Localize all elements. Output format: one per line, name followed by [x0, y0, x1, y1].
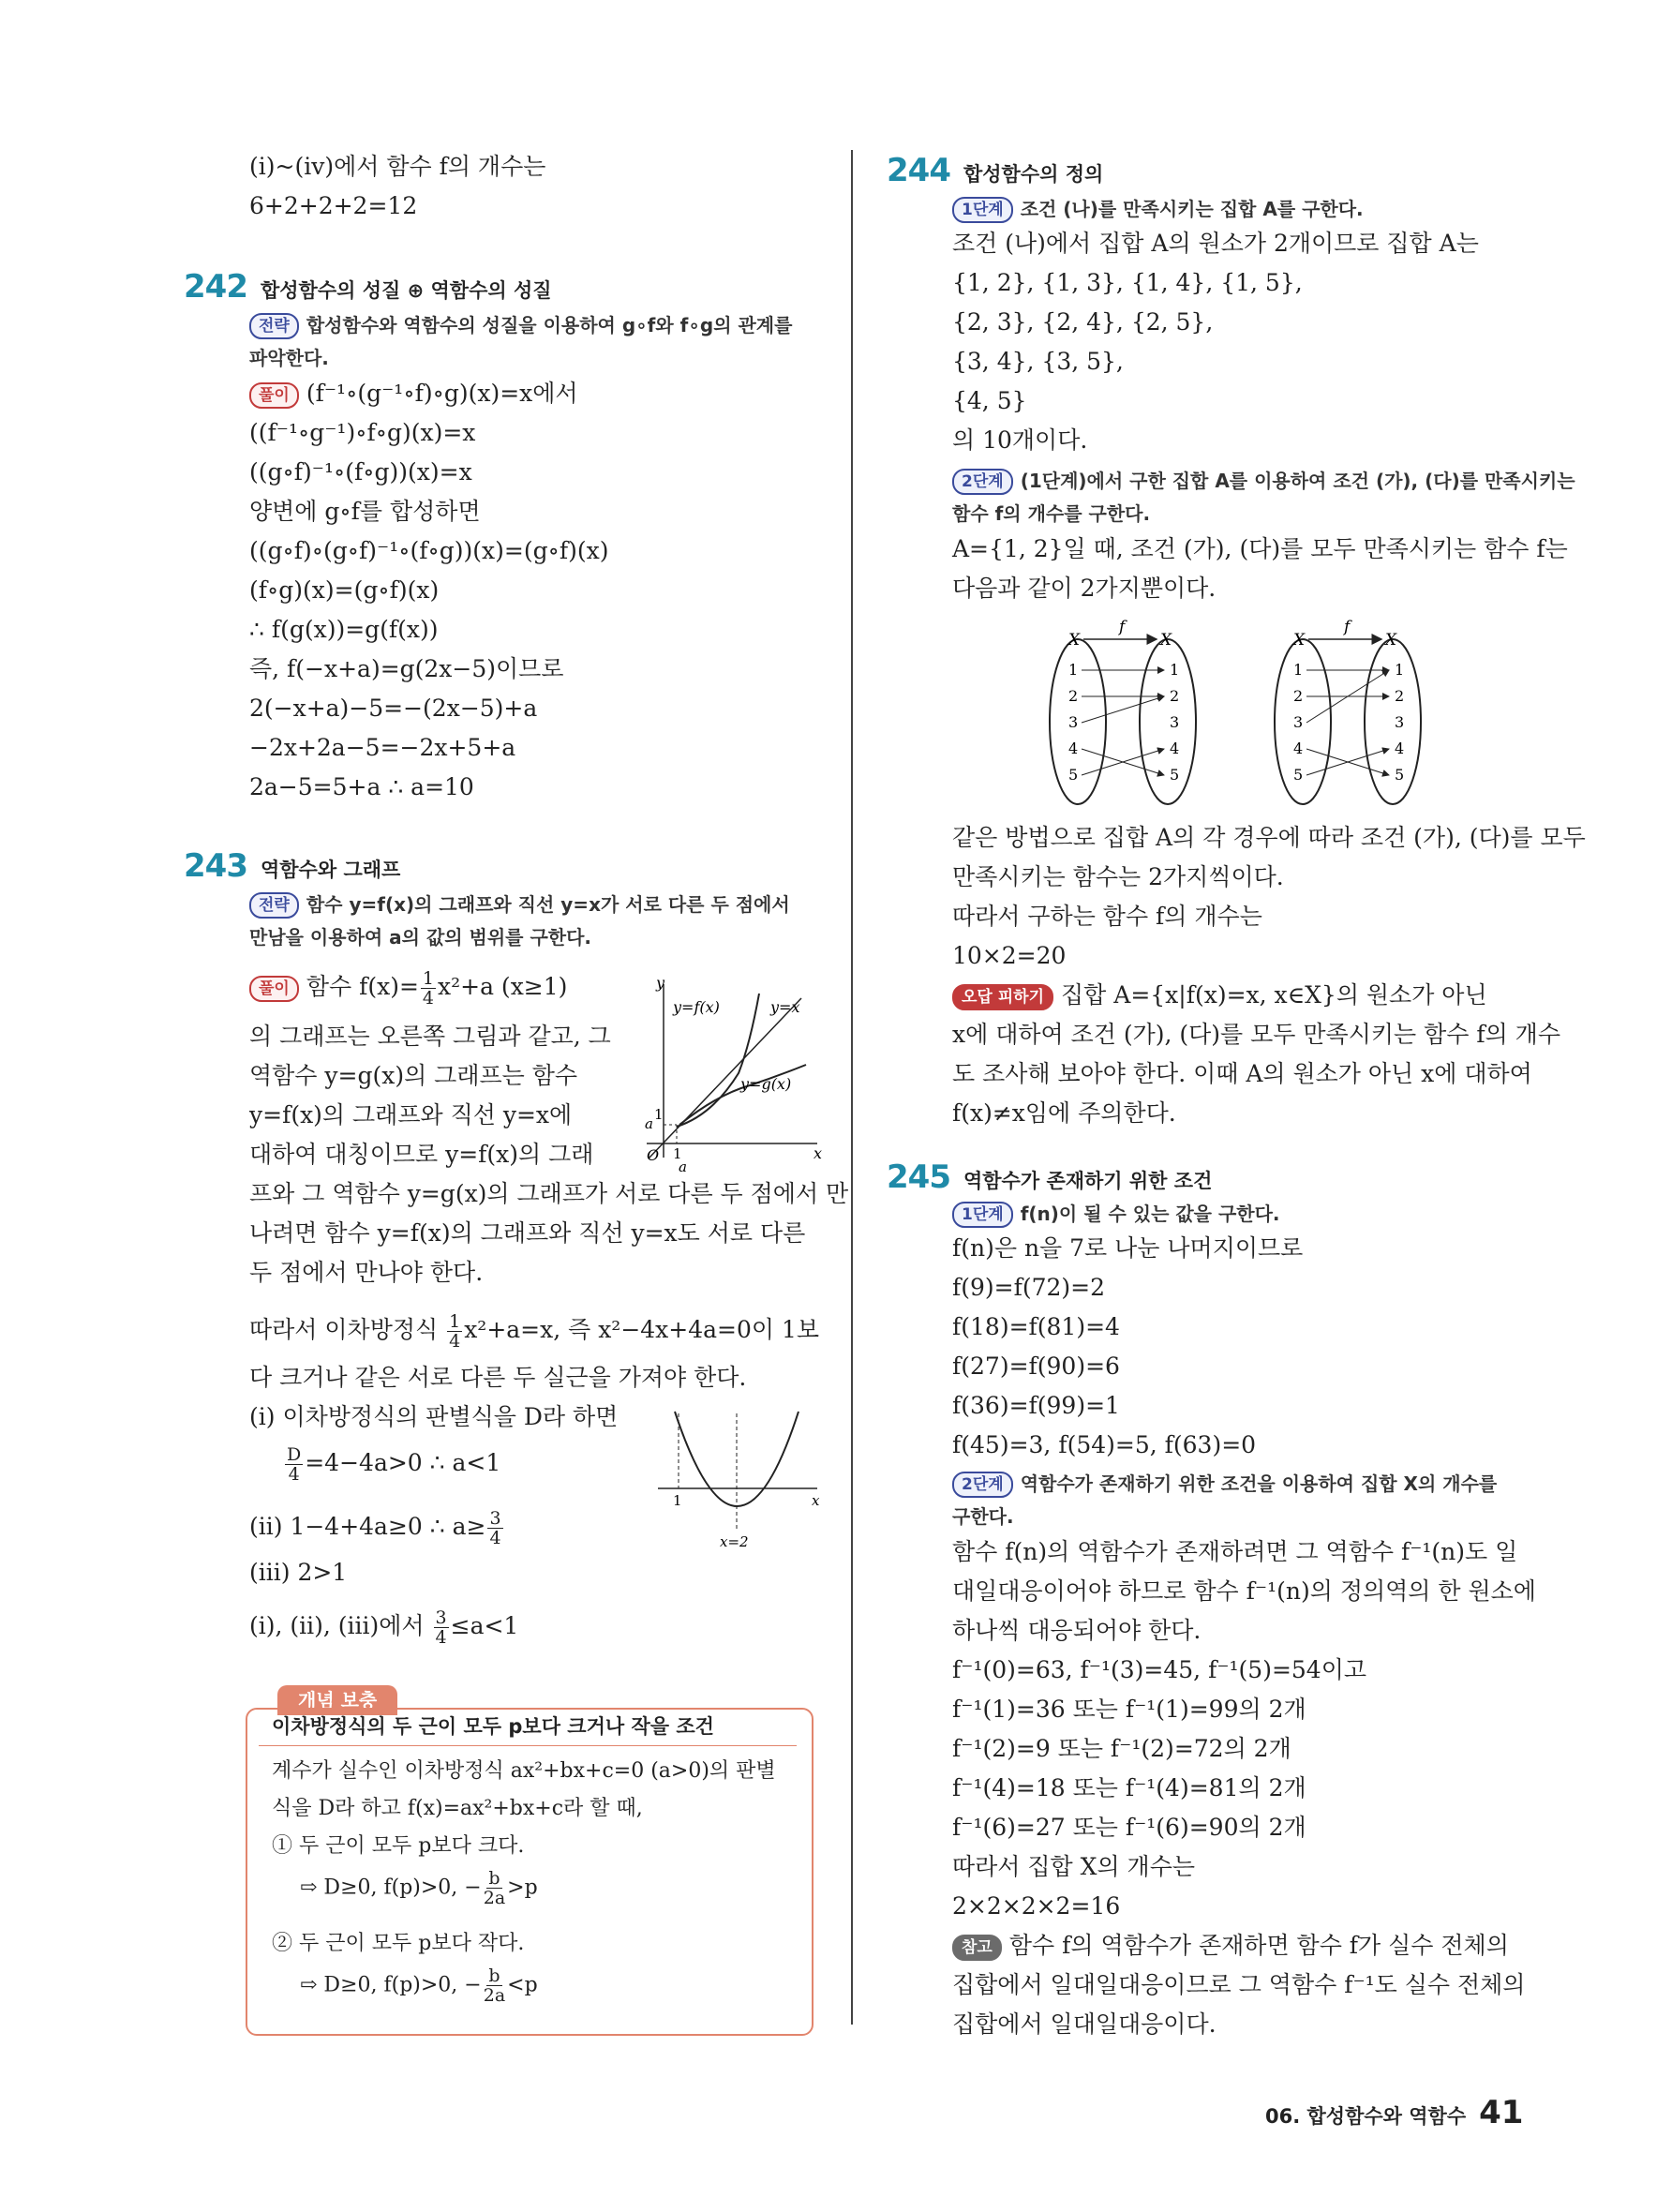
- solution-line: 2a−5=5+a ∴ a=10: [249, 773, 474, 800]
- problem-number: 244: [887, 152, 950, 189]
- solution-tag: 풀이: [249, 976, 299, 1002]
- solution-line: {3, 4}, {3, 5},: [952, 348, 1124, 375]
- step-1-text: 조건 (나)를 만족시키는 집합 A를 구한다.: [1020, 198, 1364, 220]
- solution-line: 2(−x+a)−5=−(2x−5)+a: [249, 695, 538, 722]
- concept-divider: [259, 1745, 797, 1746]
- graph-parabola: [658, 1404, 827, 1554]
- solution-line: f(18)=f(81)=4: [952, 1313, 1120, 1340]
- set-label: X: [1160, 631, 1172, 650]
- element: 4: [1170, 740, 1180, 757]
- solution-line: 함수 f(n)의 역함수가 존재하려면 그 역함수 f⁻¹(n)도 일: [952, 1538, 1518, 1565]
- fraction: [484, 1966, 505, 2005]
- solution-line: A={1, 2}일 때, 조건 (가), (다)를 모두 만족시키는 함수 f는: [952, 535, 1568, 562]
- solution-line: f⁻¹(2)=9 또는 f⁻¹(2)=72의 2개: [952, 1735, 1291, 1762]
- solution-text: (f⁻¹∘(g⁻¹∘f)∘g)(x)=x에서: [306, 380, 578, 407]
- solution-line: 역함수 y=g(x)의 그래프는 함수: [249, 1062, 578, 1089]
- element: 3: [1395, 713, 1405, 731]
- step-1-tag: 1단계: [952, 1202, 1013, 1228]
- tick-1: 1: [673, 1492, 682, 1509]
- fraction: [434, 1608, 449, 1647]
- fraction: [421, 969, 436, 1008]
- reference-text: 함수 f의 역함수가 존재하면 함수 f가 실수 전체의: [1008, 1932, 1509, 1959]
- step-2-text: 역함수가 존재하기 위한 조건을 이용하여 집합 X의 개수를: [1020, 1472, 1498, 1495]
- solution-line: f(36)=f(99)=1: [952, 1392, 1120, 1419]
- solution-line: (f∘g)(x)=(g∘f)(x): [249, 576, 440, 604]
- problem-title: 역함수가 존재하기 위한 조건: [963, 1170, 1213, 1192]
- x-axis-label: x: [812, 1492, 820, 1509]
- prev-end-line-2: 6+2+2+2=12: [249, 192, 418, 219]
- map-arrow: [1082, 696, 1164, 723]
- solution-line: {1, 2}, {1, 3}, {1, 4}, {1, 5},: [952, 269, 1303, 296]
- solution-line: 대하여 대칭이므로 y=f(x)의 그래: [249, 1141, 594, 1168]
- strategy-tag: 전략: [249, 892, 299, 919]
- tick-1-y: 1: [654, 1106, 664, 1123]
- element: 5: [1395, 766, 1405, 784]
- solution-line: {4, 5}: [952, 387, 1027, 414]
- solution-line: f⁻¹(4)=18 또는 f⁻¹(4)=81의 2개: [952, 1774, 1306, 1801]
- origin-label: O: [647, 1146, 660, 1164]
- prev-end-line-1: (ⅰ)~(ⅳ)에서 함수 f의 개수는: [249, 153, 546, 180]
- solution-line: 의 그래프는 오른쪽 그림과 같고, 그: [249, 1023, 611, 1050]
- condition-text: >p: [507, 1876, 538, 1900]
- element: 1: [1170, 661, 1180, 679]
- reference-line: 집합에서 일대일대응이므로 그 역함수 f⁻¹도 실수 전체의: [952, 1971, 1526, 1998]
- element: 4: [1293, 740, 1304, 757]
- warning-tag: 오답 피하기: [952, 984, 1053, 1010]
- concept-tab: 개념 보충: [277, 1685, 397, 1715]
- element: 1: [1293, 661, 1304, 679]
- warning-line: 도 조사해 보아야 한다. 이때 A의 원소가 아닌 x에 대하여: [952, 1060, 1532, 1087]
- solution-line: 2×2×2×2=16: [952, 1892, 1121, 1920]
- problem-number: 242: [184, 268, 247, 306]
- element: 2: [1068, 687, 1079, 705]
- problem-title: 합성함수의 정의: [963, 163, 1104, 186]
- solution-line: f(9)=f(72)=2: [952, 1274, 1106, 1301]
- step-2-tag: 2단계: [952, 1472, 1013, 1498]
- tick-1-x: 1: [673, 1145, 682, 1162]
- problem-245-header: [887, 1158, 1212, 1196]
- strategy-tag: 전략: [249, 313, 299, 339]
- case-1-expression: [283, 1445, 500, 1484]
- solution-line: 의 10개이다.: [952, 426, 1088, 454]
- step-1-tag: 1단계: [952, 197, 1013, 223]
- solution-line: 하나씩 대응되어야 한다.: [952, 1617, 1202, 1644]
- strategy-line-1: [249, 889, 790, 919]
- problem-title: 역함수와 그래프: [260, 859, 401, 881]
- solution-line: 따라서 집합 X의 개수는: [952, 1853, 1195, 1880]
- conclusion-line: [249, 1608, 518, 1647]
- x-axis-label: x: [814, 1144, 823, 1162]
- element: 1: [1068, 661, 1079, 679]
- solution-line: 10×2=20: [952, 942, 1067, 969]
- solution-line: −2x+2a−5=−2x+5+a: [249, 734, 516, 761]
- concept-line: 계수가 실수인 이차방정식 ax²+bx+c=0 (a>0)의 판별: [272, 1759, 776, 1783]
- warning-text: 집합 A={x|f(x)=x, x∈X}의 원소가 아닌: [1061, 981, 1487, 1009]
- step-2-line-2: 함수 f의 개수를 구한다.: [952, 502, 1151, 525]
- concept-item-1: ① 두 근이 모두 p보다 크다.: [272, 1834, 525, 1858]
- element: 5: [1170, 766, 1180, 784]
- strategy-line-2: 만남을 이용하여 a의 값의 범위를 구한다.: [249, 926, 592, 949]
- warning-line: x에 대하여 조건 (가), (다)를 모두 만족시키는 함수 f의 개수: [952, 1021, 1560, 1048]
- fraction-numerator: 1: [449, 1311, 461, 1332]
- element: 5: [1068, 766, 1079, 784]
- solution-line: {2, 3}, {2, 4}, {2, 5},: [952, 308, 1214, 336]
- element: 4: [1068, 740, 1079, 757]
- solution-line: f⁻¹(6)=27 또는 f⁻¹(6)=90의 2개: [952, 1814, 1306, 1841]
- problem-242-header: [184, 268, 552, 306]
- step-2-line-2: 구한다.: [952, 1505, 1014, 1528]
- step-2-line: [952, 1468, 1497, 1499]
- fraction-numerator: 1: [422, 968, 435, 989]
- case-2-text: (ⅱ) 1−4+4a≥0 ∴ a≥: [249, 1513, 486, 1540]
- solution-line: 나려면 함수 y=f(x)의 그래프와 직선 y=x도 서로 다른: [249, 1219, 806, 1247]
- element: 1: [1395, 661, 1405, 679]
- fraction-denominator: 4: [435, 1627, 447, 1648]
- solution-line: y=f(x)의 그래프와 직선 y=x에: [249, 1101, 573, 1128]
- solution-line: 만족시키는 함수는 2가지씩이다.: [952, 863, 1284, 890]
- set-label: X: [1068, 631, 1081, 650]
- solution-line: 다음과 같이 2가지뿐이다.: [952, 575, 1217, 602]
- fraction: [285, 1445, 303, 1484]
- step-1-line: [952, 193, 1364, 224]
- case-1: (ⅰ) 이차방정식의 판별식을 D라 하면: [249, 1403, 619, 1430]
- case-2: [249, 1509, 505, 1547]
- label-line: y=x: [770, 998, 800, 1016]
- solution-line: 프와 그 역함수 y=g(x)의 그래프가 서로 다른 두 점에서 만: [249, 1180, 849, 1207]
- step-2-line: [952, 465, 1575, 496]
- step-1-line: [952, 1198, 1280, 1229]
- problem-243-header: [184, 847, 400, 885]
- tick-a-y: a: [645, 1115, 653, 1132]
- mapping-diagrams: [1046, 619, 1505, 815]
- fraction: [487, 1509, 502, 1547]
- solution-line-0: [249, 379, 578, 409]
- fraction: [484, 1869, 505, 1907]
- fraction-numerator: b: [488, 1868, 500, 1889]
- solution-text: 함수 f(x)=: [306, 973, 419, 1000]
- reference-line-1: [952, 1931, 1509, 1961]
- step-2-text: (1단계)에서 구한 집합 A를 이용하여 조건 (가), (다)를 만족시키는: [1020, 470, 1575, 492]
- fraction-denominator: 2a: [483, 1888, 506, 1908]
- solution-line: 따라서 구하는 함수 f의 개수는: [952, 903, 1262, 930]
- solution-line: 조건 (나)에서 집합 A의 원소가 2개이므로 집합 A는: [952, 230, 1479, 257]
- func-label: f: [1119, 618, 1126, 636]
- mapping-diagram-2: [1275, 618, 1421, 804]
- solution-line: 양변에 g∘f를 합성하면: [249, 498, 481, 525]
- element: 5: [1293, 766, 1304, 784]
- strategy-line-2: 파악한다.: [249, 347, 329, 369]
- label-f: y=f(x): [673, 998, 720, 1016]
- concept-title: 이차방정식의 두 근이 모두 p보다 크거나 작을 조건: [272, 1715, 714, 1738]
- element: 2: [1170, 687, 1180, 705]
- concept-item-2: ② 두 근이 모두 p보다 작다.: [272, 1932, 525, 1955]
- reference-tag: 참고: [952, 1935, 1002, 1961]
- element: 3: [1293, 713, 1304, 731]
- equation-line-2: 다 크거나 같은 서로 다른 두 실근을 가져야 한다.: [249, 1364, 747, 1391]
- problem-number: 243: [184, 847, 247, 885]
- condition-text: <p: [507, 1973, 538, 1997]
- equation-text: 따라서 이차방정식: [249, 1316, 446, 1343]
- element: 2: [1395, 687, 1405, 705]
- solution-line: ((f⁻¹∘g⁻¹)∘f∘g)(x)=x: [249, 419, 476, 446]
- column-divider: [851, 150, 853, 2025]
- problem-title: 합성함수의 성질 ⊕ 역함수의 성질: [260, 279, 552, 302]
- solution-line: f(n)은 n을 7로 나눈 나머지이므로: [952, 1234, 1304, 1262]
- func-label: f: [1344, 618, 1351, 636]
- reference-line: 집합에서 일대일대응이다.: [952, 2010, 1217, 2038]
- fraction-denominator: 4: [489, 1528, 501, 1548]
- concept-line: 식을 D라 하고 f(x)=ax²+bx+c라 할 때,: [272, 1797, 643, 1820]
- fraction: [447, 1312, 462, 1351]
- label-g: y=g(x): [740, 1075, 792, 1093]
- equation-line: [249, 1312, 819, 1351]
- solution-line: ∴ f(g(x))=g(f(x)): [249, 616, 439, 643]
- y-axis-label: y: [656, 974, 665, 992]
- solution-line: f⁻¹(1)=36 또는 f⁻¹(1)=99의 2개: [952, 1696, 1306, 1723]
- warning-line-1: [952, 980, 1487, 1010]
- fraction-denominator: 4: [288, 1464, 300, 1485]
- mapping-diagram-1: [1050, 618, 1196, 804]
- solution-tag: 풀이: [249, 382, 299, 409]
- condition-text: ⇨ D≥0, f(p)>0, −: [300, 1973, 482, 1997]
- warning-line: f(x)≠x임에 주의한다.: [952, 1099, 1176, 1127]
- solution-line: ((g∘f)∘(g∘f)⁻¹∘(f∘g))(x)=(g∘f)(x): [249, 537, 609, 564]
- solution-line: f(27)=f(90)=6: [952, 1353, 1120, 1380]
- solution-line: 같은 방법으로 집합 A의 각 경우에 따라 조건 (가), (다)를 모두: [952, 824, 1586, 851]
- set-label: X: [1385, 631, 1397, 650]
- fraction-numerator: b: [488, 1965, 500, 1986]
- graph-f-g-inverse: [637, 974, 825, 1175]
- step-2-tag: 2단계: [952, 469, 1013, 495]
- solution-text: x²+a (x≥1): [438, 973, 568, 1000]
- set-label: X: [1293, 631, 1306, 650]
- codomain-ellipse: [1365, 639, 1421, 804]
- codomain-ellipse: [1140, 639, 1196, 804]
- page-number: 41: [1479, 2094, 1524, 2131]
- concept-item-1-condition: [300, 1869, 538, 1907]
- fraction-numerator: 3: [489, 1508, 501, 1529]
- solution-first-line: [249, 969, 567, 1008]
- element: 4: [1395, 740, 1405, 757]
- condition-text: ⇨ D≥0, f(p)>0, −: [300, 1876, 482, 1900]
- solution-line: 대일대응이어야 하므로 함수 f⁻¹(n)의 정의역의 한 원소에: [952, 1577, 1536, 1605]
- solution-line: f⁻¹(0)=63, f⁻¹(3)=45, f⁻¹(5)=54이고: [952, 1656, 1367, 1683]
- conclusion-text: (ⅰ), (ⅱ), (ⅲ)에서: [249, 1612, 432, 1639]
- element: 2: [1293, 687, 1304, 705]
- axis-label: x=2: [720, 1533, 749, 1550]
- parabola: [675, 1412, 799, 1506]
- problem-number: 245: [887, 1158, 950, 1196]
- case-1-text: =4−4a>0 ∴ a<1: [305, 1449, 501, 1476]
- fraction-numerator: 3: [435, 1607, 447, 1628]
- equation-text: x²+a=x, 즉 x²−4x+4a=0이 1보: [464, 1316, 820, 1343]
- fraction-denominator: 4: [449, 1331, 461, 1352]
- page-footer: [1265, 2094, 1523, 2131]
- fraction-numerator: D: [287, 1444, 302, 1465]
- fraction-denominator: 2a: [483, 1985, 506, 2006]
- tick-a-x: a: [679, 1158, 687, 1175]
- element: 3: [1068, 713, 1079, 731]
- chapter-title: 06. 합성함수와 역함수: [1265, 2105, 1467, 2128]
- step-1-text: f(n)이 될 수 있는 값을 구한다.: [1020, 1203, 1280, 1225]
- element: 3: [1170, 713, 1180, 731]
- solution-line: 즉, f(−x+a)=g(2x−5)이므로: [249, 655, 564, 682]
- concept-item-2-condition: [300, 1966, 538, 2005]
- fraction-denominator: 4: [422, 988, 435, 1009]
- strategy-text: 합성함수와 역함수의 성질을 이용하여 g∘f와 f∘g의 관계를: [306, 314, 793, 336]
- strategy-line-1: [249, 309, 792, 340]
- problem-244-header: [887, 152, 1103, 189]
- conclusion-text: ≤a<1: [450, 1612, 519, 1639]
- case-3: (ⅲ) 2>1: [249, 1559, 348, 1586]
- solution-line: f(45)=3, f(54)=5, f(63)=0: [952, 1431, 1257, 1458]
- strategy-text: 함수 y=f(x)의 그래프와 직선 y=x가 서로 다른 두 점에서: [306, 893, 790, 916]
- solution-line: ((g∘f)⁻¹∘(f∘g))(x)=x: [249, 458, 472, 486]
- solution-line: 두 점에서 만나야 한다.: [249, 1259, 484, 1286]
